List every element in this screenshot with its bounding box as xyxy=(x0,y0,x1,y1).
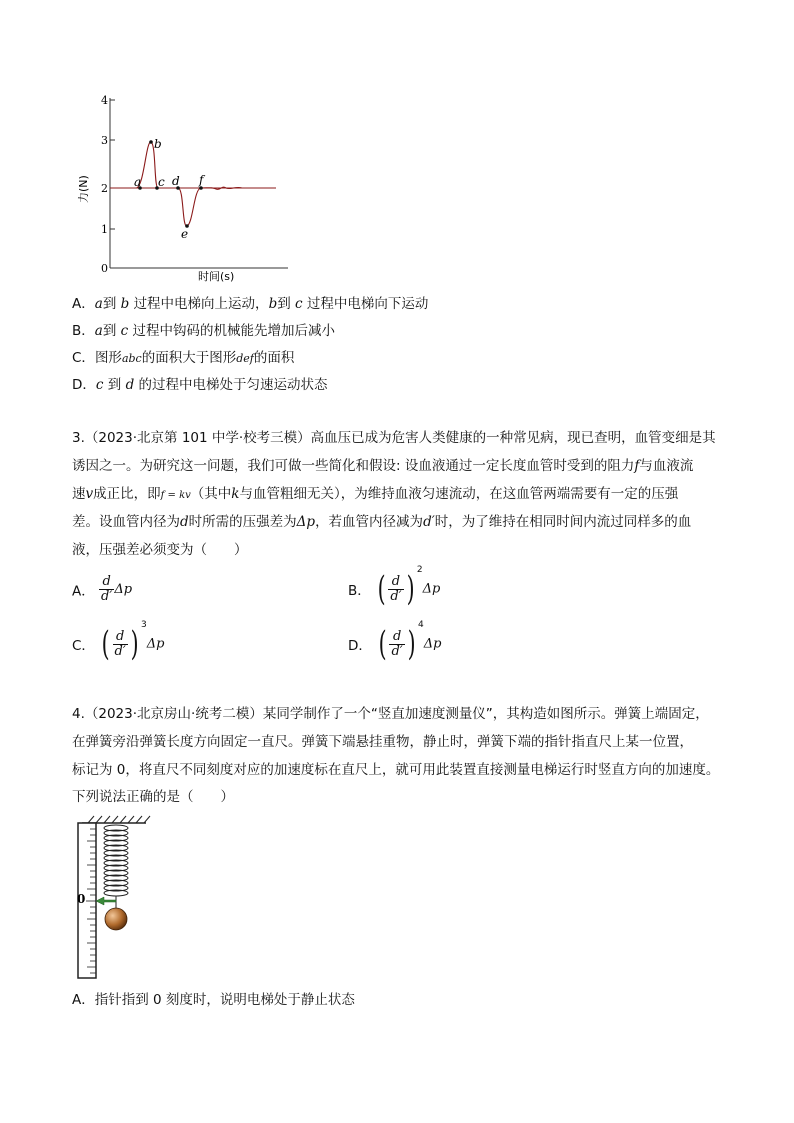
label-c: c xyxy=(158,175,165,189)
q3-line-5: 液，压强差必须变为（ ） xyxy=(72,542,248,558)
q4-line-2: 在弹簧旁沿弹簧长度方向固定一直尺。弹簧下端悬挂重物，静止时，弹簧下端的指针指直尺上某一位置， xyxy=(72,734,693,750)
q3-option-d[interactable]: D． ( $\frac{d}{d'}$ ) $^4$Δp xyxy=(348,620,442,664)
q3-option-a[interactable]: A． $\frac{d}{d'}$ Δp xyxy=(72,574,133,604)
y-tick-1: 1 xyxy=(101,223,108,236)
q2-option-c[interactable]: C．图形abc的面积大于图形def的面积 xyxy=(72,350,295,366)
q4-line-4: 下列说法正确的是（ ） xyxy=(72,789,234,805)
q4-line-1: 4.（2023·北京房山·统考二模）某同学制作了一个“竖直加速度测量仪”，其构造如图所示。弹簧上端固定， xyxy=(72,706,709,722)
y-tick-3: 3 xyxy=(101,134,108,147)
ruler-zero-label: 0 xyxy=(77,892,86,906)
label-b: b xyxy=(154,137,162,151)
label-e: e xyxy=(181,227,189,241)
label-a: a xyxy=(134,175,142,189)
y-axis-label: 力(N) xyxy=(77,175,90,203)
force-curve xyxy=(136,142,242,226)
q3-line-4: 差。设血管内径为d时所需的压强差为Δp，若血管内径减为d′时，为了维持在相同时间内流过同样多的血 xyxy=(72,514,692,530)
y-tick-4: 4 xyxy=(101,94,108,107)
label-d: d xyxy=(172,174,180,188)
q3-option-b[interactable]: B． ( $\frac{d}{d'}$ ) $^2$Δp xyxy=(348,565,441,609)
q3-line-1: 3.（2023·北京第 101 中学·校考三模）高血压已成为危害人类健康的一种常见病，现已查明，血管变细是其 xyxy=(72,430,716,446)
q2-option-b[interactable]: B．a到 c 过程中钩码的机械能先增加后减小 xyxy=(72,323,335,339)
q4-option-a[interactable]: A．指针指到 0 刻度时，说明电梯处于静止状态 xyxy=(72,992,355,1008)
spring xyxy=(104,825,128,896)
label-f: f xyxy=(199,173,204,187)
q2-option-d[interactable]: D．c 到 d 的过程中电梯处于匀速运动状态 xyxy=(72,377,328,393)
y-tick-0: 0 xyxy=(101,262,108,275)
point-b xyxy=(149,140,153,144)
pointer-arrow xyxy=(96,897,116,905)
q3-option-c[interactable]: C． ( $\frac{d}{d'}$ ) $^3$Δp xyxy=(72,620,165,664)
y-tick-2: 2 xyxy=(101,182,108,195)
q4-line-3: 标记为 0，将直尺不同刻度对应的加速度标在直尺上，就可用此装置直接测量电梯运行时竖直方向的加速度。 xyxy=(72,762,720,778)
force-time-graph xyxy=(70,88,300,288)
q2-option-a[interactable]: A．a到 b 过程中电梯向上运动，b到 c 过程中电梯向下运动 xyxy=(72,296,429,312)
q3-line-3: 速v成正比，即f = kv（其中k与血管粗细无关），为维持血液匀速流动，在这血管两端需要有一定的压强 xyxy=(72,486,679,502)
weight-ball xyxy=(105,908,127,930)
x-axis-label: 时间(s) xyxy=(198,270,235,283)
spring-ruler-apparatus xyxy=(72,815,152,985)
q3-line-2: 诱因之一。为研究这一问题，我们可做一些简化和假设: 设血液通过一定长度血管时受到的阻力f与血液流 xyxy=(72,458,694,474)
